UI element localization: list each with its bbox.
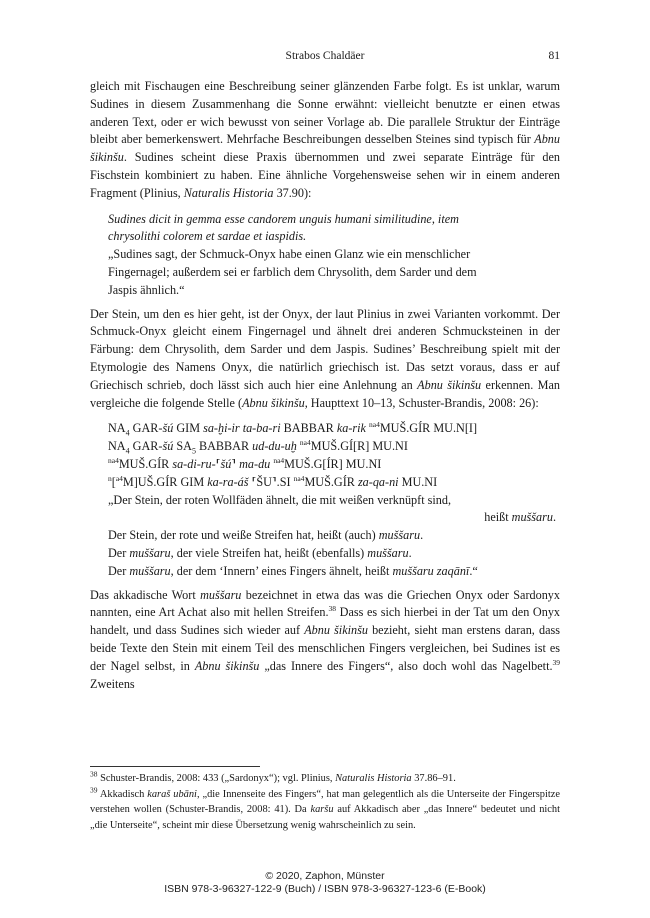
translation-line: „Sudines sagt, der Schmuck-Onyx habe einen Glanz wie ein menschlicher: [108, 247, 471, 262]
translation-line: Der muššaru, der dem ‘Innern’ eines Fingers ähnelt, heißt muššaru zaqānī.“: [108, 563, 478, 578]
translation-line: Der muššaru, der viele Streifen hat, heißt (ebenfalls) muššaru.: [108, 545, 412, 560]
translation-line: Jaspis ähnlich.“: [108, 282, 185, 297]
footnote-divider: [90, 766, 260, 767]
translation-line: „Der Stein, der roten Wollfäden ähnelt, die mit weißen verknüpft sind,: [108, 492, 451, 507]
transliteration-line: $NA_4$ GAR-šú GIM sa-ḫi-ir ta-ba-ri BABBAR ka-rik $^{na4}$MUŠ.GÍR MU.N[I]: [108, 420, 478, 438]
translation-line: Der Stein, der rote und weiße Streifen hat, heißt (auch) muššaru.: [108, 528, 424, 543]
block-quote-pliny: [108, 211, 560, 300]
running-title: Strabos Chaldäer: [285, 50, 365, 62]
translation-line: heißt muššaru.: [484, 510, 556, 525]
copyright-footer: [0, 870, 650, 896]
paragraph-2: Der Stein, um den es hier geht, ist der Onyx, der laut Plinius in zwei Varianten vorkommt. Der Schmuck-Onyx gleicht einem Fingernagel und ähnelt drei anderen Schmucksteinen in der Färbung: dem Chrysolith, dem Sarder und dem Jaspis. Sudines’ Beschreibung spielt mit der Etymologie des Namens Onyx, die natürlich griechisch ist. Das setzt voraus, dass er auf Griechisch schrieb, doch lässt sich auch hier eine Anlehnung an Abnu šikinšu erkennen. Man vergleiche die folgende Stelle (Abnu šikinšu, Haupttext 10–13, Schuster-Brandis, 2008: 26):: [90, 306, 560, 410]
footnotes: [90, 771, 560, 833]
paragraph-1: gleich mit Fischaugen eine Beschreibung seiner glänzenden Farbe folgt. Es ist unklar, warum Sudines in diesem Zusammenhang die Sonne erwähnt: vielleicht benutzte er einen etwas anderen Text, oder er wich bewusst von seiner Vorlage ab. Die parallele Struktur der Einträge bleibt aber bemerkenswert. Mehrfache Beschreibungen desselben Steines sind typisch für Abnu šikinšu. Sudines scheint diese Praxis übernommen und zwei separate Einträge für den Fischstein kombiniert zu haben. Eine ähnliche Vorgehensweise sehen wir in einem anderen Fragment (Plinius, Naturalis Historia 37.90):: [90, 79, 560, 200]
footnote-38: $^{38}$ Schuster-Brandis, 2008: 433 („Sardonyx“); vgl. Plinius, Naturalis Historia 37.86–91.: [90, 769, 456, 784]
latin-quote-line: Sudines dicit in gemma esse candorem unguis humani similitudine, item: [108, 211, 459, 226]
footnote-39: $^{39}$ Akkadisch karaš ubāni, „die Innenseite des Fingers“, hat man gelegentlich als die Unterseite der Fingerspitze verstehen wollen (Schuster-Brandis, 2008: 41). Da karšu auf Akkadisch aber „das Innere“ bedeutet und nicht „die Unterseite“, scheint mir diese Übersetzung wenig wahrscheinlich zu sein.: [90, 785, 560, 831]
page-number: 81: [548, 50, 560, 62]
copyright-line: © 2020, Zaphon, Münster: [265, 870, 385, 882]
latin-quote-line: chrysolithi colorem et sardae et iaspidis.: [108, 229, 307, 244]
transliteration-line: $^n$[$^{a4}$M]UŠ.GÍR GIM ka-ra-áš ⸢ŠU⸣.SI $^{na4}$MUŠ.GÍR za-qa-ni MU.NI: [108, 473, 438, 489]
translation-line: Fingernagel; außerdem sei er farblich dem Chrysolith, dem Sarder und dem: [108, 264, 477, 279]
running-header: [90, 50, 560, 68]
footnote-ref-38[interactable]: 38: [328, 604, 337, 614]
main-text: [90, 78, 560, 693]
transliteration-line: $NA_4$ GAR-šú $SA_5$ BABBAR ud-du-uḫ $^{na4}$MUŠ.GÍ[R] MU.NI: [108, 438, 408, 456]
transliteration-line: $^{na4}$MUŠ.GÍR sa-di-ru-⸢šú⸣ ma-du $^{na4}$MUŠ.G[ÍR] MU.NI: [108, 455, 382, 471]
isbn-line: ISBN 978-3-96327-122-9 (Buch) / ISBN 978-3-96327-123-6 (E-Book): [164, 883, 486, 895]
footnote-ref-39[interactable]: 39: [552, 657, 560, 667]
paragraph-3: Das akkadische Wort muššaru bezeichnet in etwa das was die Griechen Onyx oder Sardonyx nannten, eine Art Achat also mit hellen Streifen.$^{38}$ Dass es sich hierbei in der Tat um den Onyx handelt, und dass Sudines sich wieder auf Abnu šikinšu bezieht, sieht man erstens daran, dass beide Texte den Stein mit einem Teil des menschlichen Fingers vergleichen, bei Sudines ist es der Nagel selbst, in Abnu šikinšu „das Innere des Fingers“, also doch wohl das Nagelbett.$^{39}$ Zweitens: [90, 587, 561, 691]
cuneiform-citation: [108, 420, 560, 580]
